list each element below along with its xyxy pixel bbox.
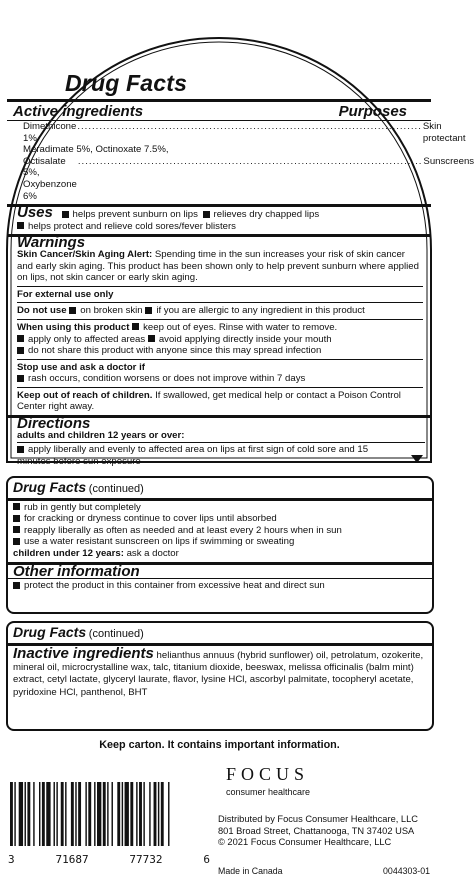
barcode-digits-right: 77732 [129,853,163,866]
warnings-heading: Warnings [17,234,86,252]
active-line-2: Meradimate 5%, Octinoxate 7.5%, [23,144,169,156]
active-ingredients-heading: Active ingredients [13,103,144,120]
barcode-bar [154,782,157,846]
barcode-bar [130,782,133,846]
barcode-bar [75,782,76,846]
panel3-title: Drug Facts [13,624,87,640]
barcode-bar [14,782,15,846]
barcode-bar [107,782,108,846]
barcode-bar [161,782,164,846]
barcode-digit-lead: 3 [8,853,15,866]
focus-logo: FOCUS [226,764,310,784]
other-information-heading: Other information [13,562,140,580]
inactive-ingredients-heading: Inactive ingredients [13,644,154,662]
barcode-bars [6,782,212,846]
barcode-bar [112,782,113,846]
distributor-info: Distributed by Focus Consumer Healthcare, LLC 801 Broad Street, Chattanooga, TN 37402 USA © 2021 Focus Consumer Healthcare, LLC [218,814,418,847]
barcode-bar [10,782,13,846]
barcode-bar [125,782,129,846]
barcode-bar [42,782,45,846]
barcode-bar [122,782,123,846]
active-line-3: Octisalate 5%, Oxybenzone 6% .............................................................................................. Sunscreens [23,155,474,202]
barcode-bar [149,782,150,846]
barcode-bar [168,782,169,846]
continue-arrow-icon [411,455,423,463]
focus-logo-subtitle: consumer healthcare [226,787,311,797]
barcode-bar [56,782,57,846]
made-in-line: Made in Canada 0044303-01 [218,866,430,876]
barcode-digit-check: 6 [203,853,210,866]
barcode-bar [97,782,101,846]
drug-facts-panel-continued-2: Drug Facts (continued) Inactive ingredients helianthus annuus (hybrid sunflower) oil, petrolatum, ozokerite, mineral oil, microcrystalline wax, talc, titanium dioxide, beeswax, melissa officinalis (balm mint) extract, cetyl lactate, glyceryl laurate, flavor, lysine HCl, ascorbyl palmitate, tocopheryl acetate, pyridoxine HCl, panthenol, BHT [6,621,434,731]
barcode-bar [136,782,137,846]
barcode-bar [78,782,81,846]
active-line-1: Dimethicone 1% .............................................................................................. Skin protectant [23,121,466,144]
barcode-bar [85,782,86,846]
barcode-bar [39,782,40,846]
uses-heading: Uses [17,204,53,222]
barcode-bar [33,782,34,846]
barcode-bar [94,782,95,846]
barcode-bar [27,782,30,846]
barcode-bar [61,782,64,846]
barcode-digits-left: 71687 [55,853,89,866]
uses-section: Uses helps prevent sunburn on lips relieves dry chapped lips helps protect and relieve cold sores/fever blisters [17,204,320,232]
barcode-bar [25,782,26,846]
drug-facts-panel-continued-1: Drug Facts (continued) rub in gently but completely for cracking or dryness continue to cover lips until absorbed reapply liberally as often as needed and at least every 2 hours when in sun use a water resistant sunscreen on lips if swimming or sweating children under 12 years: ask a doctor Other information protect the product in this container from excessive heat and direct sun [6,476,434,614]
purposes-heading: Purposes [338,103,407,120]
barcode-bar [88,782,91,846]
barcode-bar [54,782,55,846]
directions-heading: Directions [17,415,91,433]
barcode-bar [65,782,66,846]
active-header-row [13,103,425,120]
warnings-section: Warnings Skin Cancer/Skin Aging Alert: Spending time in the sun increases your risk of skin cancer and early skin aging. This product has been shown only to help prevent sunburn where applied on lips, not skin cancer or early skin aging. For external use only Do not use on broken skin if you are allergic to any ingredient in this product When using this product keep out of eyes. Rinse with water to remove. apply only to affected areas avoid applying directly inside your mouth do not share this product with anyone since this may spread infection Stop use and ask a doctor if rash occurs, condition worsens or does not improve within 7 days Keep out of reach of children. If swallowed, get medical help or contact a Poison Control Center right away. [13,237,425,413]
barcode-bar [143,782,144,846]
product-code: 0044303-01 [383,866,430,876]
barcode-bar [139,782,142,846]
directions-section: Directions adults and children 12 years or over: apply liberally and evenly to affected area on lips at first sign of cold sore and 15 minutes before sun exposure [13,418,425,467]
panel2-title: Drug Facts [13,479,87,495]
barcode-bar [158,782,159,846]
barcode-bar [19,782,23,846]
keep-carton-notice: Keep carton. It contains important information. [99,739,340,751]
upc-barcode [6,782,212,864]
barcode-bar [46,782,50,846]
barcode-bar [71,782,74,846]
barcode-bar [117,782,120,846]
drug-facts-title: Drug Facts [65,70,188,96]
barcode-bar [103,782,106,846]
